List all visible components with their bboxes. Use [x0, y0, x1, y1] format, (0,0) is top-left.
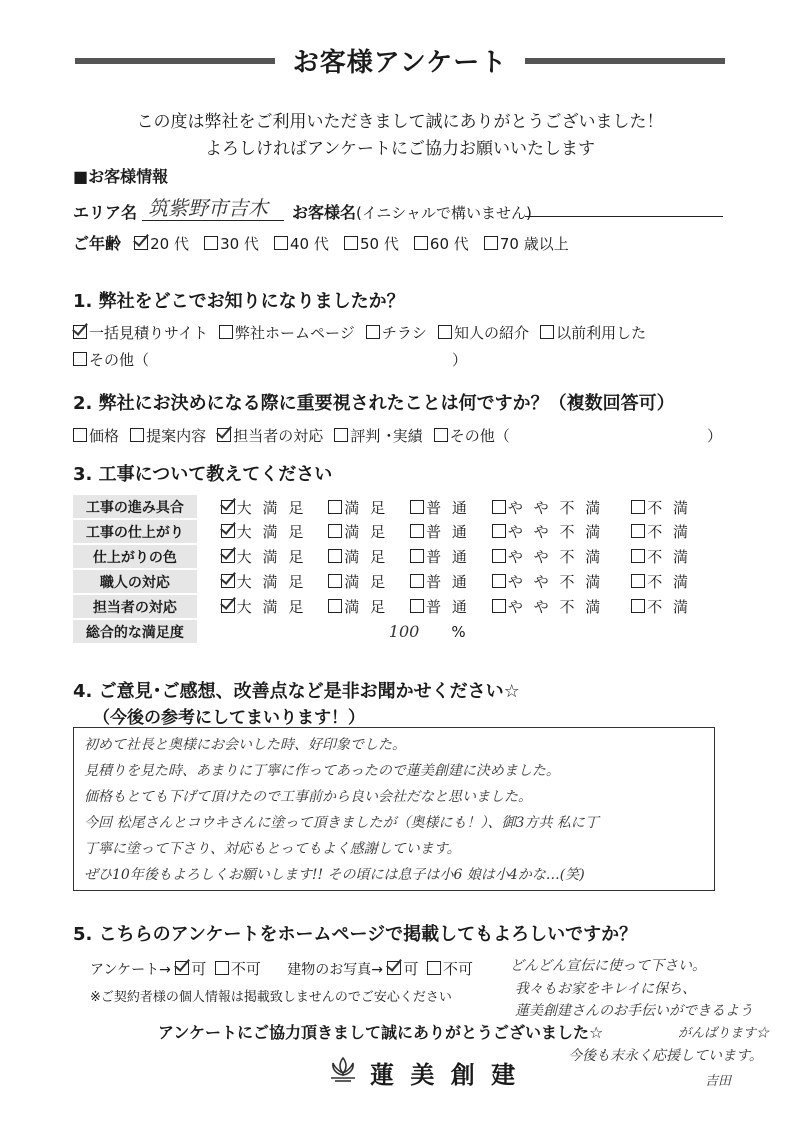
q1-options — [73, 322, 646, 343]
satisfaction-option[interactable] — [631, 546, 691, 567]
checkbox-icon — [410, 574, 424, 588]
satisfaction-option[interactable] — [492, 596, 603, 617]
checkbox-checked-icon — [221, 500, 235, 514]
satisfaction-row — [73, 495, 713, 519]
q2-option-price[interactable]: 価格 — [73, 425, 119, 446]
satisfaction-option[interactable] — [410, 521, 470, 542]
satisfaction-option[interactable] — [631, 521, 691, 542]
checkbox-icon — [631, 524, 645, 538]
company-name: 蓮 美 創 建 — [370, 1061, 520, 1089]
comment-line: 今回 松尾さんとコウキさんに塗って頂きましたが（奥様にも！）、御3方共 私に丁 — [84, 815, 599, 831]
satisfaction-option[interactable] — [492, 546, 603, 567]
checkbox-icon — [631, 500, 645, 514]
satisfaction-category: 担当者の対応 — [73, 594, 197, 619]
intro-line-1: この度は弊社をご利用いただきまして誠にありがとうございました！ — [136, 112, 664, 132]
q1-option-homepage[interactable]: 弊社ホームページ — [219, 322, 355, 343]
age-option-60[interactable]: 60 代 — [414, 233, 469, 254]
satisfaction-option-label: や や 不 満 — [507, 598, 604, 616]
satisfaction-option[interactable] — [631, 571, 691, 592]
satisfaction-category: 工事の仕上がり — [73, 519, 197, 544]
q2-title: 2. 弊社にお決めになる際に重要視されたことは何ですか？（複数回答可） — [73, 393, 675, 414]
intro-line-2: よろしければアンケートにご協力お願いいたします — [205, 139, 595, 159]
checkbox-icon — [410, 500, 424, 514]
overall-value-cell[interactable] — [197, 619, 713, 644]
checkbox-icon — [484, 236, 498, 250]
checkbox-icon — [73, 428, 87, 442]
satisfaction-row — [73, 519, 713, 544]
comment-line: 初めて社長と奥様にお会いした時、好印象でした。 — [84, 737, 406, 753]
q1-other-close: ） — [452, 351, 468, 369]
satisfaction-options — [197, 544, 713, 569]
satisfaction-option-label: 普 通 — [426, 598, 470, 616]
age-option-20[interactable]: 20 代 — [134, 233, 189, 254]
overall-value: 100 — [388, 622, 420, 641]
age-label: ご年齢 — [73, 234, 122, 253]
checkbox-icon — [219, 325, 233, 339]
satisfaction-option[interactable] — [328, 596, 388, 617]
satisfaction-options — [197, 495, 713, 519]
checkbox-icon — [366, 325, 380, 339]
overall-unit: % — [451, 623, 466, 641]
q1-other[interactable]: その他（ — [73, 349, 149, 370]
satisfaction-option-label: 不 満 — [647, 498, 691, 517]
satisfaction-option-label: 大 満 足 — [236, 523, 307, 541]
q1-option-flyer[interactable]: チラシ — [366, 322, 427, 343]
checkbox-icon — [130, 428, 144, 442]
checkbox-icon — [438, 325, 452, 339]
age-option-70[interactable]: 70 歳以上 — [484, 233, 569, 254]
photo-allow-option[interactable]: 可 — [387, 958, 418, 979]
q5-options — [90, 958, 473, 979]
checkbox-icon — [631, 574, 645, 588]
checkbox-icon — [434, 428, 448, 442]
q2-option-reputation[interactable]: 評判 ･実績 — [334, 425, 422, 446]
satisfaction-option-label: や や 不 満 — [507, 548, 604, 566]
checkbox-icon — [631, 549, 645, 563]
checkbox-checked-icon — [221, 599, 235, 613]
satisfaction-option-label: 満 足 — [344, 598, 389, 616]
handwritten-message-line: がんばります☆ — [678, 1026, 770, 1041]
satisfaction-option[interactable] — [328, 546, 388, 567]
page-title: お客様アンケート — [292, 48, 508, 78]
survey-allow-option[interactable]: 可 — [175, 958, 206, 979]
age-option-50[interactable]: 50 代 — [344, 233, 399, 254]
survey-publish-label: アンケート→ — [90, 962, 171, 978]
satisfaction-option-label: 大 満 足 — [236, 598, 307, 616]
satisfaction-option[interactable] — [492, 497, 603, 518]
satisfaction-option[interactable] — [221, 497, 307, 518]
satisfaction-category: 工事の進み具合 — [73, 495, 197, 519]
q2-option-staff[interactable]: 担当者の対応 — [217, 425, 323, 446]
q1-option-ikkatsu[interactable]: 一括見積りサイト — [73, 322, 208, 343]
checkbox-checked-icon — [387, 961, 401, 975]
satisfaction-option[interactable] — [631, 596, 691, 617]
satisfaction-option-label: 普 通 — [426, 573, 470, 591]
checkbox-icon — [328, 549, 342, 563]
checkbox-checked-icon — [73, 325, 87, 339]
checkbox-icon — [492, 599, 506, 613]
checkbox-checked-icon — [221, 574, 235, 588]
lotus-logo-icon — [328, 1054, 358, 1084]
comment-line: ぜひ10年後もよろしくお願いします!! その頃には息子は小6 娘は小4かな…(笑) — [84, 867, 585, 883]
satisfaction-option-label: や や 不 満 — [507, 498, 604, 517]
satisfaction-option[interactable] — [492, 571, 603, 592]
satisfaction-option-label: 満 足 — [344, 548, 389, 566]
age-option-30[interactable]: 30 代 — [204, 233, 259, 254]
satisfaction-option-label: や や 不 満 — [507, 523, 604, 541]
checkbox-icon — [73, 352, 87, 366]
satisfaction-option[interactable] — [328, 571, 388, 592]
satisfaction-option[interactable] — [328, 497, 388, 518]
satisfaction-option[interactable] — [631, 497, 691, 518]
satisfaction-option-label: 不 満 — [647, 598, 691, 616]
comment-line: 価格もとても下げて頂けたので工事前から良い会社だなと思いました。 — [84, 789, 532, 805]
satisfaction-option[interactable] — [221, 571, 307, 592]
area-label: エリア名 — [73, 203, 138, 222]
checkbox-icon — [414, 236, 428, 250]
satisfaction-row — [73, 594, 713, 619]
q4-subtitle: （今後の参考にしてまいります！） — [93, 708, 365, 728]
q5-title: 5. こちらのアンケートをホームページで掲載してもよろしいですか？ — [73, 924, 638, 945]
comment-box[interactable] — [73, 727, 715, 891]
checkbox-checked-icon — [221, 524, 235, 538]
satisfaction-row — [73, 569, 713, 594]
handwritten-message-line: 今後も末永く応援しています。 — [568, 1048, 763, 1064]
checkbox-icon — [492, 524, 506, 538]
satisfaction-option-label: 不 満 — [647, 548, 691, 566]
satisfaction-option[interactable] — [221, 546, 307, 567]
satisfaction-option-label: 普 通 — [426, 498, 470, 517]
checkbox-icon — [492, 500, 506, 514]
checkbox-icon — [204, 236, 218, 250]
q3-title: 3. 工事について教えてください — [73, 464, 333, 485]
customer-name-label-group — [292, 200, 532, 223]
checkbox-icon — [344, 236, 358, 250]
satisfaction-category: 仕上がりの色 — [73, 544, 197, 569]
handwritten-message-line: 我々もお家をキレイに保ち、 — [515, 981, 697, 997]
age-row — [73, 231, 579, 254]
satisfaction-option[interactable] — [410, 497, 470, 518]
satisfaction-option-label: 満 足 — [344, 523, 389, 541]
checkbox-icon — [328, 500, 342, 514]
area-underline — [142, 220, 284, 221]
comment-line: 丁寧に塗って下さり、対応もとってもよく感謝しています。 — [84, 841, 461, 857]
satisfaction-option-label: 不 満 — [647, 573, 691, 591]
satisfaction-options — [197, 594, 713, 619]
satisfaction-option-label: 普 通 — [426, 523, 470, 541]
footer-thanks: アンケートにご協力頂きまして誠にありがとうございました☆ — [158, 1023, 604, 1042]
handwritten-message-line: どんどん宣伝に使って下さい。 — [510, 958, 706, 974]
satisfaction-option[interactable] — [410, 571, 470, 592]
satisfaction-options — [197, 569, 713, 594]
satisfaction-option-label: 不 満 — [647, 523, 691, 541]
satisfaction-table — [73, 495, 713, 645]
photo-deny-option[interactable]: 不可 — [427, 958, 473, 979]
checkbox-checked-icon — [217, 428, 231, 442]
checkbox-icon — [328, 599, 342, 613]
customer-name-field[interactable] — [525, 216, 723, 217]
overall-row — [73, 619, 713, 644]
satisfaction-option-label: 大 満 足 — [236, 548, 307, 566]
satisfaction-option[interactable] — [410, 596, 470, 617]
checkbox-icon — [631, 599, 645, 613]
q1-option-previous[interactable]: 以前利用した — [540, 322, 646, 343]
q4-title: 4. ご意見･ご感想、改善点など是非お聞かせください☆ — [73, 681, 520, 702]
satisfaction-option[interactable] — [221, 521, 307, 542]
checkbox-icon — [492, 574, 506, 588]
satisfaction-option-label: 普 通 — [426, 548, 470, 566]
customer-section-heading: ■お客様情報 — [73, 167, 169, 186]
checkbox-icon — [427, 961, 441, 975]
satisfaction-option-label: 満 足 — [344, 573, 389, 591]
q2-options — [73, 425, 510, 446]
handwritten-signature: 吉田 — [705, 1074, 732, 1089]
checkbox-icon — [274, 236, 288, 250]
satisfaction-option-label: 大 満 足 — [236, 573, 307, 591]
privacy-note: ※ご契約者様の個人情報は掲載致しませんのでご安心ください — [90, 990, 452, 1005]
checkbox-checked-icon — [134, 236, 148, 250]
checkbox-icon — [540, 325, 554, 339]
satisfaction-option-label: や や 不 満 — [507, 573, 604, 591]
checkbox-icon — [410, 524, 424, 538]
satisfaction-option[interactable] — [492, 521, 603, 542]
satisfaction-option-label: 満 足 — [344, 498, 389, 517]
q2-option-proposal[interactable]: 提案内容 — [130, 425, 206, 446]
q2-option-other[interactable]: その他（ — [434, 425, 510, 446]
checkbox-icon — [328, 524, 342, 538]
satisfaction-options — [197, 519, 713, 544]
age-option-40[interactable]: 40 代 — [274, 233, 329, 254]
handwritten-message-line: 蓮美創建さんのお手伝いができるよう — [515, 1003, 753, 1019]
checkbox-icon — [410, 549, 424, 563]
comment-line: 見積りを見た時、あまりに丁寧に作ってあったので蓮美創建に決めました。 — [84, 763, 560, 779]
customer-name-note: (イニシャルで構いません) — [356, 204, 532, 222]
satisfaction-row — [73, 544, 713, 569]
customer-name-label: お客様名 — [292, 203, 357, 222]
satisfaction-option-label: 大 満 足 — [236, 498, 307, 517]
satisfaction-category: 職人の対応 — [73, 569, 197, 594]
checkbox-icon — [334, 428, 348, 442]
q2-other-close: ） — [707, 427, 723, 445]
satisfaction-option[interactable] — [410, 546, 470, 567]
checkbox-icon — [492, 549, 506, 563]
checkbox-icon — [215, 961, 229, 975]
satisfaction-option[interactable] — [328, 521, 388, 542]
satisfaction-option[interactable] — [221, 596, 307, 617]
checkbox-icon — [328, 574, 342, 588]
area-value[interactable]: 筑紫野市吉木 — [148, 196, 268, 220]
photo-publish-label: 建物のお写真→ — [287, 962, 384, 978]
overall-label: 総合的な満足度 — [73, 619, 197, 644]
checkbox-icon — [410, 599, 424, 613]
survey-deny-option[interactable]: 不可 — [215, 958, 261, 979]
q1-option-referral[interactable]: 知人の紹介 — [438, 322, 529, 343]
checkbox-checked-icon — [175, 961, 189, 975]
q1-title: 1. 弊社をどこでお知りになりましたか？ — [73, 291, 405, 312]
checkbox-checked-icon — [221, 549, 235, 563]
